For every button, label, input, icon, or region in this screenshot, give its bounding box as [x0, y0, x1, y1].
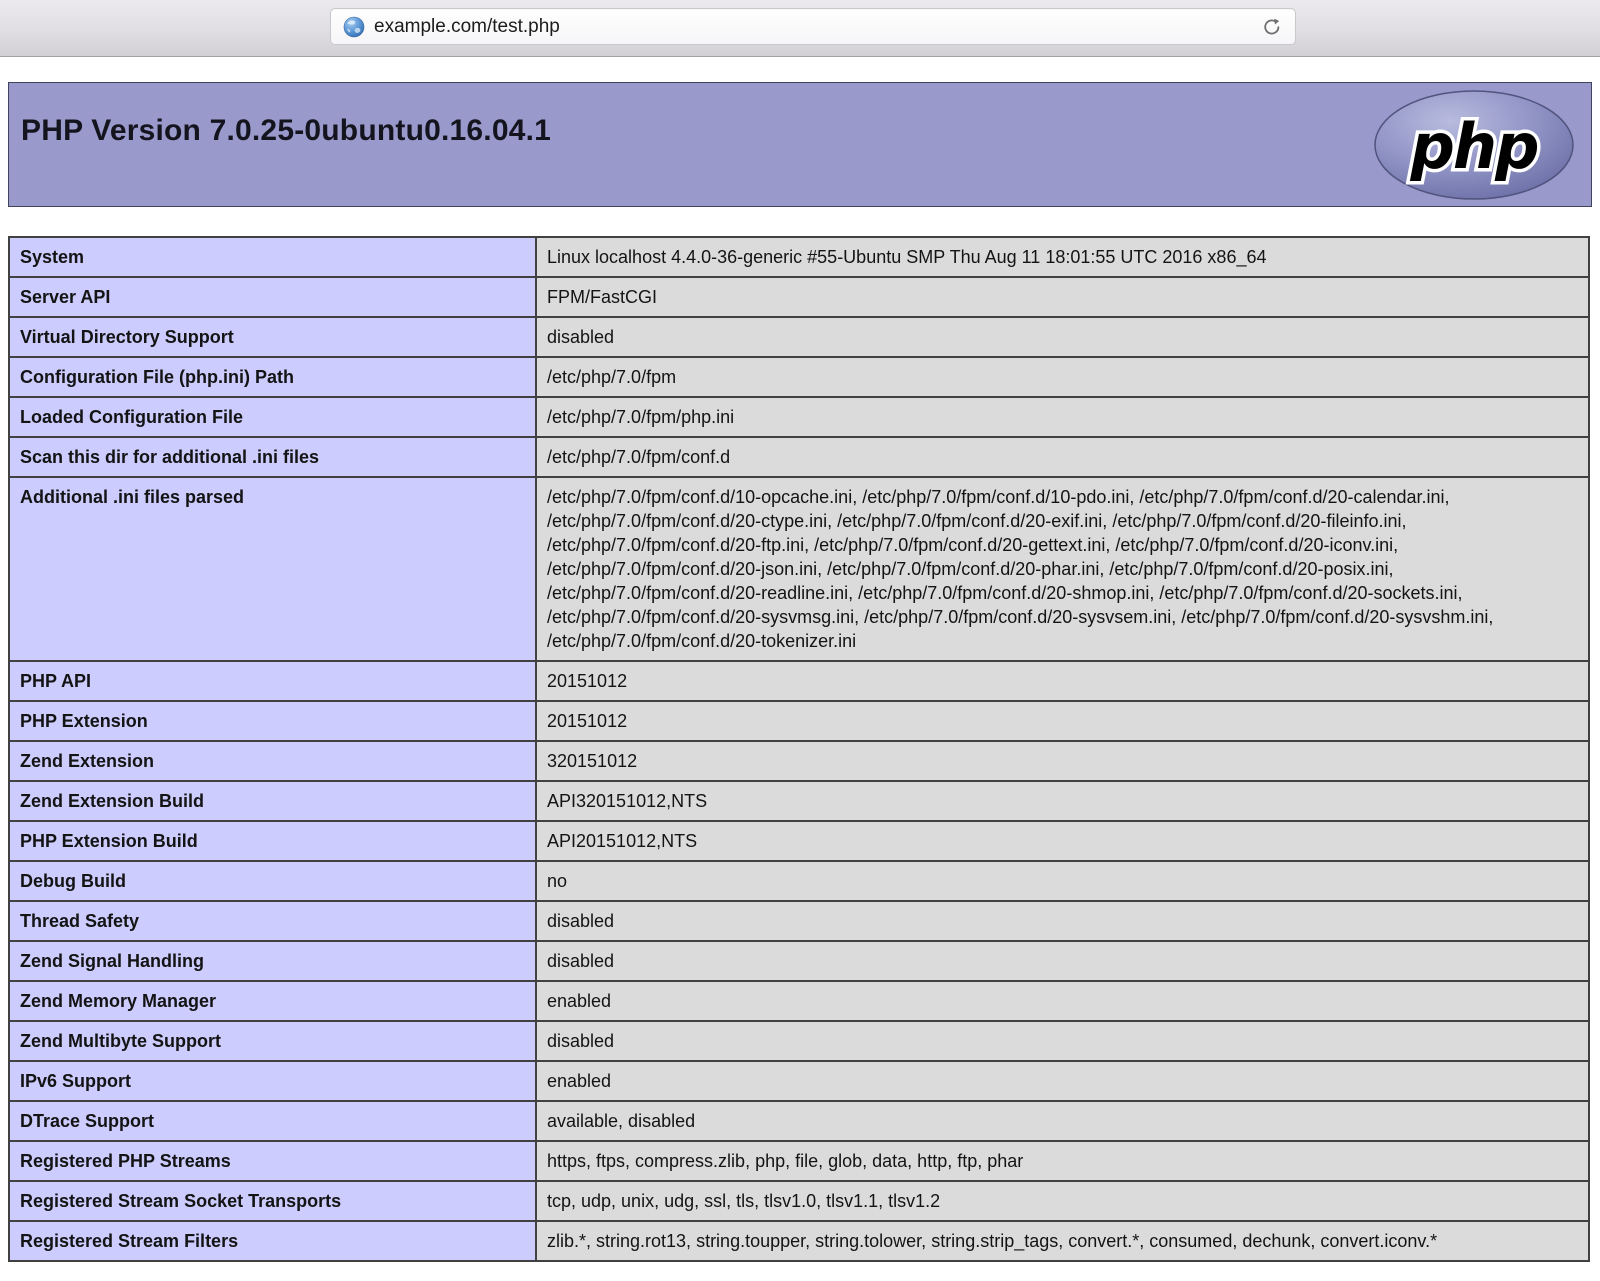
php-logo — [1373, 89, 1575, 201]
table-row — [9, 1221, 1589, 1261]
row-value: enabled — [536, 1061, 1589, 1101]
table-row — [9, 1101, 1589, 1141]
table-row — [9, 821, 1589, 861]
row-value: disabled — [536, 317, 1589, 357]
table-row — [9, 237, 1589, 277]
table-row — [9, 781, 1589, 821]
row-value: 20151012 — [536, 661, 1589, 701]
row-value: API20151012,NTS — [536, 821, 1589, 861]
php-logo-text: php — [1410, 109, 1538, 183]
row-label: Additional .ini files parsed — [9, 477, 536, 661]
row-value: https, ftps, compress.zlib, php, file, glob, data, http, ftp, phar — [536, 1141, 1589, 1181]
table-row — [9, 477, 1589, 661]
row-label: Zend Extension Build — [9, 781, 536, 821]
row-label: Registered PHP Streams — [9, 1141, 536, 1181]
row-value: 320151012 — [536, 741, 1589, 781]
php-info-table — [8, 236, 1590, 1262]
row-value: /etc/php/7.0/fpm — [536, 357, 1589, 397]
reload-icon[interactable] — [1261, 16, 1283, 38]
row-label: Server API — [9, 277, 536, 317]
row-label: Thread Safety — [9, 901, 536, 941]
browser-toolbar — [0, 0, 1600, 57]
row-label: Registered Stream Filters — [9, 1221, 536, 1261]
row-label: DTrace Support — [9, 1101, 536, 1141]
row-label: IPv6 Support — [9, 1061, 536, 1101]
table-row — [9, 1181, 1589, 1221]
page-title: PHP Version 7.0.25-0ubuntu0.16.04.1 — [21, 113, 552, 147]
address-bar[interactable] — [330, 8, 1296, 45]
row-value: no — [536, 861, 1589, 901]
row-value: zlib.*, string.rot13, string.toupper, string.tolower, string.strip_tags, convert.*, consumed, dechunk, convert.iconv.* — [536, 1221, 1589, 1261]
table-row — [9, 661, 1589, 701]
url-text: example.com/test.php — [374, 15, 560, 37]
phpinfo-page — [0, 57, 1600, 1262]
info-table-body — [9, 237, 1589, 1261]
php-version-header — [8, 82, 1592, 207]
row-label: Loaded Configuration File — [9, 397, 536, 437]
table-row — [9, 941, 1589, 981]
table-row — [9, 1141, 1589, 1181]
row-label: Configuration File (php.ini) Path — [9, 357, 536, 397]
row-label: Scan this dir for additional .ini files — [9, 437, 536, 477]
row-label: Zend Extension — [9, 741, 536, 781]
table-row — [9, 277, 1589, 317]
table-row — [9, 701, 1589, 741]
row-value: disabled — [536, 941, 1589, 981]
row-label: System — [9, 237, 536, 277]
row-label: Zend Memory Manager — [9, 981, 536, 1021]
table-row — [9, 317, 1589, 357]
row-value: enabled — [536, 981, 1589, 1021]
row-value: /etc/php/7.0/fpm/php.ini — [536, 397, 1589, 437]
row-value: disabled — [536, 901, 1589, 941]
row-label: Virtual Directory Support — [9, 317, 536, 357]
row-value: 20151012 — [536, 701, 1589, 741]
table-row — [9, 397, 1589, 437]
row-value: Linux localhost 4.4.0-36-generic #55-Ubuntu SMP Thu Aug 11 18:01:55 UTC 2016 x86_64 — [536, 237, 1589, 277]
table-row — [9, 981, 1589, 1021]
row-value: available, disabled — [536, 1101, 1589, 1141]
table-row — [9, 741, 1589, 781]
row-label: Zend Multibyte Support — [9, 1021, 536, 1061]
row-value: /etc/php/7.0/fpm/conf.d — [536, 437, 1589, 477]
table-row — [9, 437, 1589, 477]
table-row — [9, 1021, 1589, 1061]
table-row — [9, 861, 1589, 901]
row-label: Zend Signal Handling — [9, 941, 536, 981]
row-label: Registered Stream Socket Transports — [9, 1181, 536, 1221]
row-value: API320151012,NTS — [536, 781, 1589, 821]
table-row — [9, 1061, 1589, 1101]
row-label: PHP API — [9, 661, 536, 701]
row-value: FPM/FastCGI — [536, 277, 1589, 317]
row-label: PHP Extension Build — [9, 821, 536, 861]
row-label: Debug Build — [9, 861, 536, 901]
globe-icon — [343, 16, 365, 38]
row-label: PHP Extension — [9, 701, 536, 741]
table-row — [9, 901, 1589, 941]
row-value: disabled — [536, 1021, 1589, 1061]
row-value: tcp, udp, unix, udg, ssl, tls, tlsv1.0, tlsv1.1, tlsv1.2 — [536, 1181, 1589, 1221]
row-value: /etc/php/7.0/fpm/conf.d/10-opcache.ini, /etc/php/7.0/fpm/conf.d/10-pdo.ini, /etc/php/7.0/fpm/conf.d/20-calendar.ini, /etc/php/7.0/fpm/conf.d/20-ctype.ini, /etc/php/7.0/fpm/conf.d/20-exif.ini, /etc/php/7.0/fpm/conf.d/20-fileinfo.ini, /etc/php/7.0/fpm/conf.d/20-ftp.ini, /etc/php/7.0/fpm/conf.d/20-gettext.ini, /etc/php/7.0/fpm/conf.d/20-iconv.ini, /etc/php/7.0/fpm/conf.d/20-json.ini, /etc/php/7.0/fpm/conf.d/20-phar.ini, /etc/php/7.0/fpm/conf.d/20-posix.ini, /etc/php/7.0/fpm/conf.d/20-readline.ini, /etc/php/7.0/fpm/conf.d/20-shmop.ini, /etc/php/7.0/fpm/conf.d/20-sockets.ini, /etc/php/7.0/fpm/conf.d/20-sysvmsg.ini, /etc/php/7.0/fpm/conf.d/20-sysvsem.ini, /etc/php/7.0/fpm/conf.d/20-sysvshm.ini, /etc/php/7.0/fpm/conf.d/20-tokenizer.ini — [536, 477, 1589, 661]
table-row — [9, 357, 1589, 397]
